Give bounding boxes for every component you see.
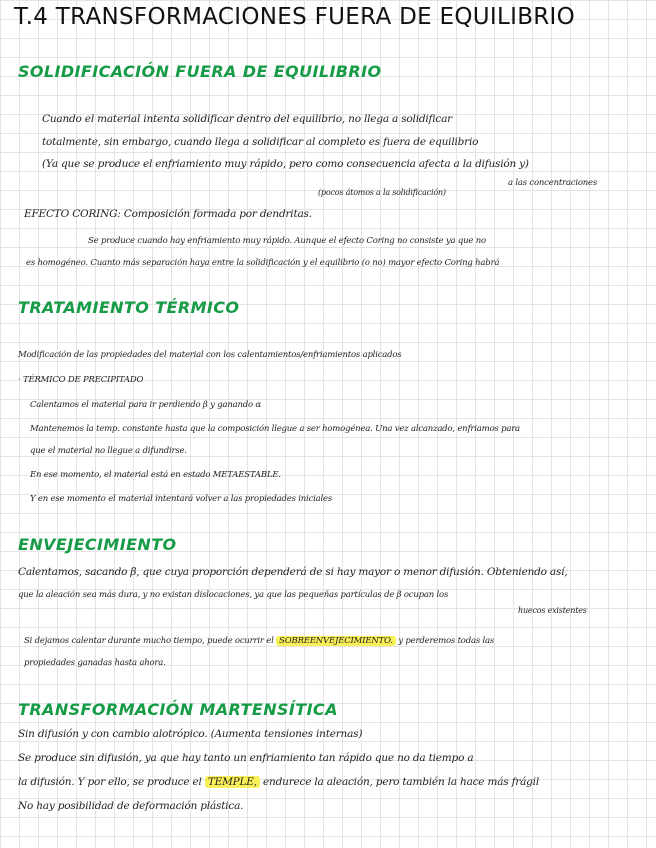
text-line: Y en ese momento el material intentará volver a las propiedades iniciales [30, 494, 333, 504]
text-fragment: endurece la aleación, pero también la hace más frágil [263, 776, 540, 788]
text-line: Se produce cuando hay enfriamiento muy rápido. Aunque el efecto Coring no consiste ya que no [88, 236, 486, 246]
text-line: que la aleación sea más dura, y no existan dislocaciones, ya que las pequeñas partículas de β ocupan los [18, 590, 449, 600]
text-line: Se produce sin difusión, ya que hay tanto un enfriamiento tan rápido que no da tiempo a [18, 752, 474, 764]
section-heading-solidificacion: SOLIDIFICACIÓN FUERA DE EQUILIBRIO [18, 62, 382, 81]
text-line: huecos existentes [518, 606, 587, 615]
text-line [18, 776, 539, 788]
highlight-sobreenvejecimiento: SOBREENVEJECIMIENTO. [276, 636, 396, 646]
text-line: a las concentraciones [508, 178, 598, 188]
text-line [24, 636, 494, 646]
text-line: que el material no llegue a difundirse. [30, 446, 187, 456]
text-line: Sin difusión y con cambio alotrópico. (Aumenta tensiones internas) [18, 728, 363, 740]
text-fragment: la difusión. Y por ello, se produce el [18, 776, 202, 788]
text-line: EFECTO CORING: Composición formada por dendritas. [24, 208, 312, 220]
text-line: Modificación de las propiedades del material con los calentamientos/enfriamientos aplicados [18, 350, 402, 360]
annotation-note: (pocos átomos a la solidificación) [318, 188, 446, 197]
text-line: (Ya que se produce el enfriamiento muy rápido, pero como consecuencia afecta a la difusión y) [42, 158, 529, 170]
text-line: totalmente, sin embargo, cuando llega a solidificar al completo es fuera de equilibrio [42, 136, 479, 148]
text-fragment: y perderemos todas las [398, 636, 495, 646]
section-heading-tratamiento-termico: TRATAMIENTO TÉRMICO [18, 298, 240, 317]
text-fragment: Si dejamos calentar durante mucho tiempo, puede ocurrir el [24, 636, 274, 646]
text-line: Mantenemos la temp. constante hasta que la composición llegue a ser homogénea. Una vez alcanzado, enfriamos para [30, 424, 520, 434]
text-line: · TÉRMICO DE PRECIPITADO [18, 375, 144, 385]
text-line: propiedades ganadas hasta ahora. [24, 658, 166, 668]
highlight-temple: TEMPLE, [205, 776, 260, 788]
text-line: En ese momento, el material está en estado METAESTABLE. [30, 470, 281, 480]
page-title: T.4 TRANSFORMACIONES FUERA DE EQUILIBRIO [14, 4, 576, 30]
section-heading-martensitica: TRANSFORMACIÓN MARTENSÍTICA [18, 700, 338, 719]
text-line: es homogéneo. Cuanto más separación haya entre la solidificación y el equilibrio (o no) mayor efecto Coring habrá [26, 258, 500, 268]
text-line: Calentamos el material para ir perdiendo β y ganando α [30, 400, 261, 410]
text-line: No hay posibilidad de deformación plástica. [18, 800, 244, 812]
text-line: Cuando el material intenta solidificar dentro del equilibrio, no llega a solidificar [42, 113, 452, 125]
text-line: Calentamos, sacando β, que cuya proporción dependerá de si hay mayor o menor difusión. Obteniendo así, [18, 566, 568, 578]
section-heading-envejecimiento: ENVEJECIMIENTO [18, 535, 177, 554]
